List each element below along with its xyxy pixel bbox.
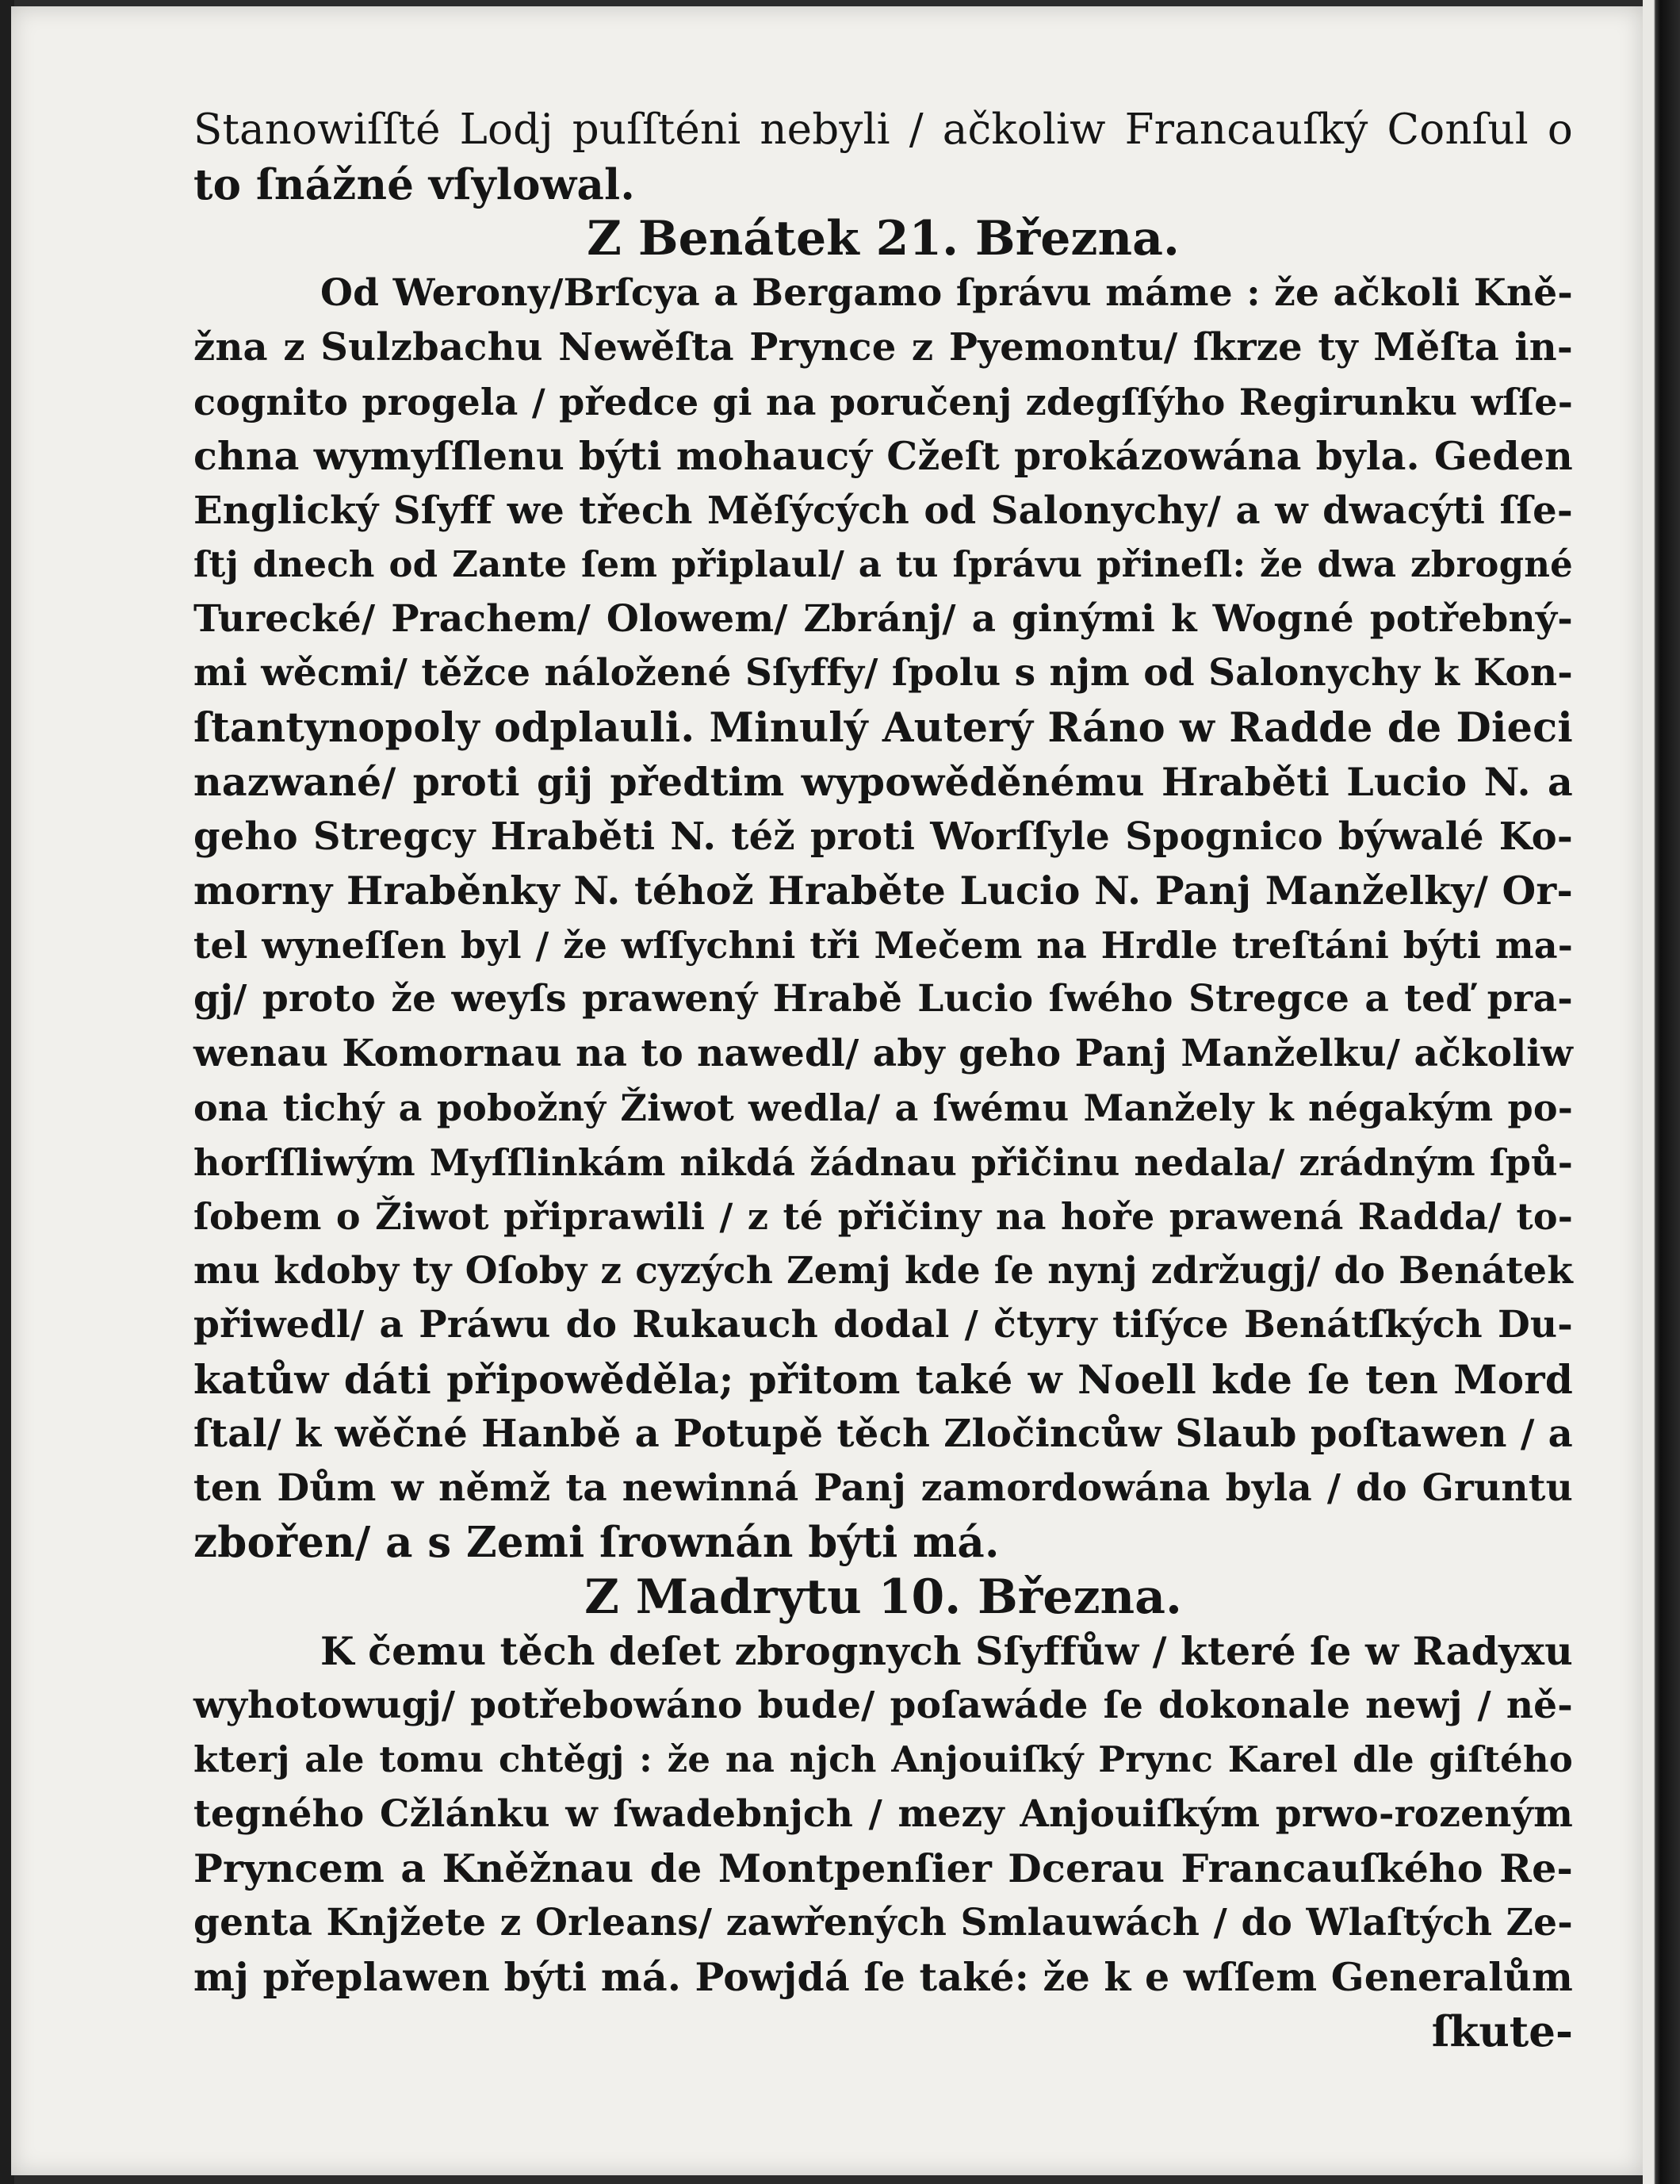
text-line: to ſnážné vſylowal. [193,159,635,209]
text-line: ſobem o Žiwot připrawili / z té přičiny na hoře prawená Radda/ to- [193,1195,1573,1238]
text-line: žna z Sulzbachu Newěſta Prynce z Pyemontu/ ſkrze ty Měſta in- [193,325,1573,370]
text-line: wyhotowugj/ potřebowáno bude/ poſawáde ſe dokonale newj / ně- [193,1683,1573,1727]
catchword: ſkute- [1431,2006,1573,2056]
text-line: ſtantynopoly odplauli. Minulý Auterý Ráno w Radde de Dieci [193,703,1573,752]
text-line: nazwané/ proti gij předtim wypowěděnému Hraběti Lucio N. a [193,759,1573,805]
text-line: Od Werony/Brſcya a Bergamo ſprávu máme : že ačkoli Kně- [320,270,1573,315]
page-gutter-edge [1643,0,1680,2184]
text-line: zbořen/ a s Zemi ſrownán býti má. [193,1518,1000,1567]
text-line: genta Knjžete z Orleans/ zawřených Smlauwách / do Wlaſtých Ze- [193,1900,1573,1945]
text-line: K čemu těch deſet zbrognych Sſyffůw / které ſe w Radyxu [320,1628,1573,1674]
text-line: tel wyneſſen byl / že wſſychni tři Mečem na Hrdle treſtáni býti ma- [193,923,1573,967]
page-text [193,103,1573,2059]
section-heading-madrid: Z Madrytu 10. Března. [584,1569,1182,1625]
text-line: Stanowiſſté Lodj puſſténi nebyli / ačkoliw Francauſký Conſul o [193,105,1573,154]
text-line: cognito progela / předce gi na poručenj zdegſſýho Regirunku wſſe- [193,380,1573,423]
text-line: ona tichý a pobožný Žiwot wedla/ a ſwému Manžely k négakým po- [193,1086,1573,1129]
book-page [11,6,1643,2175]
text-line: gj/ proto že weyſs prawený Hrabě Lucio ſwého Stregce a teď pra- [193,977,1573,1021]
text-line: tegného Cžlánku w ſwadebnjch / mezy Anjouiſkým prwo-rozeným [193,1791,1573,1836]
text-line: katůw dáti připowěděla; přitom také w Noell kde ſe ten Mord [193,1355,1573,1403]
section-heading-venice: Z Benátek 21. Března. [587,211,1180,266]
paragraph-1 [193,103,1573,212]
paragraph-3 [193,1624,1573,2005]
text-line: mu kdoby ty Oſoby z cyzých Zemj kde ſe nynj zdržugj/ do Benátek [193,1248,1573,1293]
text-line: morny Hraběnky N. téhož Hraběte Lucio N. Panj Manželky/ Or- [193,868,1573,914]
text-line: Englický Sſyff we třech Měſýcých od Salonychy/ a w dwacýti ſſe- [193,488,1573,533]
text-line: mj přeplawen býti má. Powjdá ſe také: že k e wſſem Generalům [193,1954,1573,2000]
text-line: ſtj dnech od Zante ſem připlaul/ a tu ſprávu přineſl: že dwa zbrogné [193,543,1573,585]
paragraph-2 [193,266,1573,1570]
text-line: horſſliwým Myſſlinkám nikdá žádnau přičinu nedala/ zrádným ſpů- [193,1140,1573,1184]
text-line: Turecké/ Prachem/ Olowem/ Zbránj/ a ginými k Wogné potřebný- [193,596,1573,641]
text-line: ten Dům w němž ta newinná Panj zamordowána byla / do Gruntu [193,1466,1573,1510]
text-line: kterj ale tomu chtěgj : že na njch Anjouiſký Prync Karel dle giſtého [193,1738,1573,1780]
text-line: mi wěcmi/ těžce náložené Sſyffy/ ſpolu s njm od Salonychy k Kon- [193,651,1573,695]
text-line: geho Stregcy Hraběti N. též proti Worſſyle Spognico býwalé Ko- [193,814,1573,859]
text-line: přiwedl/ a Práwu do Rukauch dodal / čtyry tiſýce Benátſkých Du- [193,1303,1573,1347]
text-line: ſtal/ k wěčné Hanbě a Potupě těch Zločincůw Slaub poſtawen / a [193,1412,1573,1456]
text-line: chna wymyſſlenu býti mohaucý Cžeſt prokázowána byla. Geden [193,433,1573,479]
text-line: wenau Komornau na to nawedl/ aby geho Panj Manželku/ ačkoliw [193,1031,1573,1075]
text-line: Pryncem a Kněžnau de Montpenſier Dcerau Francauſkého Re- [193,1845,1573,1891]
